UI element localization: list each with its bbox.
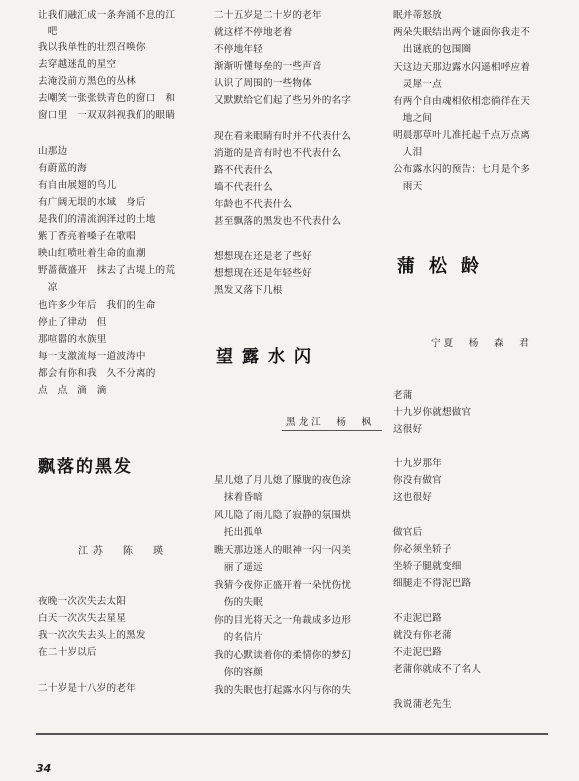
poem-line: 凉: [38, 282, 58, 293]
poem-line: 不走泥巴路: [393, 647, 442, 658]
poem-line: 丽了遥远: [214, 562, 263, 573]
poem-line: 公布露水闪的预告：七月是个多: [393, 164, 531, 175]
poem-line: 野蔷薇盛开 抹去了古堤上的荒: [38, 265, 176, 276]
poem-line: 不停地年轻: [214, 44, 263, 55]
poem-line: 每一支激流每一道波涛中: [38, 351, 146, 362]
poem-line: 明晨那草叶儿准托起千点万点离: [393, 130, 531, 141]
poem-line: 路不代表什么: [214, 165, 273, 176]
poem-line: 十九岁那年: [393, 458, 442, 469]
poem-line: 灵犀一点: [393, 79, 442, 90]
poem-line: 你没有做官: [393, 475, 442, 486]
poem-line: 这也很好: [393, 492, 433, 503]
poem-line: 十九岁你就想做官: [393, 407, 472, 418]
poem-line: 山那边: [38, 146, 68, 157]
poem-line: 老蒲: [393, 390, 413, 401]
poem-title: 蒲松龄: [397, 256, 493, 277]
poem-line: 人泪: [393, 147, 423, 158]
poem-line: 老蒲你就成不了名人: [393, 664, 482, 675]
poem-line: 去淹没前方黑色的丛林: [38, 76, 136, 87]
byline-underline: [282, 430, 382, 431]
poem-line: 紫丁香亮着嗓子在歌唱: [38, 231, 136, 242]
poem-line: 星儿熄了月儿熄了朦胧的夜色涂: [214, 475, 352, 486]
poem-line: 消逝的是音有时也不代表什么: [214, 148, 342, 159]
poem-line: 认识了周围的一些物体: [214, 78, 312, 89]
poem-line: 细腿走不得泥巴路: [393, 578, 472, 589]
poem-title: 飘落的黑发: [38, 457, 133, 477]
poem-line: 我猜今夜你正盛开着一朵忧伤忧: [214, 580, 352, 591]
poem-line: 不走泥巴路: [393, 613, 442, 624]
poem-line: 白天一次次失去星星: [38, 613, 127, 624]
poem-line: 二十五岁是二十岁的老年: [214, 10, 322, 21]
poem-line: 我说蒲老先生: [393, 699, 452, 710]
poem-byline: 黑龙江 杨 枫: [286, 417, 375, 428]
poem-line: 去嘲笑一张张铁青色的窗口 和: [38, 93, 176, 104]
poem-line: 天这边天那边露水闪遥相呼应着: [393, 62, 531, 73]
poem-line: 有蔚蓝的海: [38, 163, 87, 174]
poem-line: 想想现在还是老了些好: [214, 251, 312, 262]
poem-line: 是我们的清流润泽过的土地: [38, 214, 156, 225]
poem-line: 停止了律动 但: [38, 317, 107, 328]
poem-line: 有自由展翅的鸟儿: [38, 180, 117, 191]
footer-rule: [36, 733, 548, 735]
poem-line: 二十岁是十八岁的老年: [38, 683, 136, 694]
poem-title: 望露水闪: [216, 347, 320, 367]
poem-line: 伤的失眠: [214, 597, 263, 608]
poem-line: 你的容颜: [214, 667, 263, 678]
poem-line: 现在看来眼睛有时并不代表什么: [214, 131, 352, 142]
poem-line: 我的失眠也打起露水闪与你的失: [214, 685, 352, 696]
poem-line: 雨天: [393, 181, 423, 192]
poem-line: 的名信片: [214, 632, 263, 643]
poem-line: 坐轿子腿就变细: [393, 561, 462, 572]
poem-line: 你的目光将天之一角裁成多边形: [214, 615, 352, 626]
poem-line: 想想现在还是年轻些好: [214, 268, 312, 279]
poem-line: 做官后: [393, 527, 423, 538]
poem-line: 点 点 滴 滴: [38, 385, 107, 396]
poem-line: 风儿隐了雨儿隐了寂静的氛围烘: [214, 510, 352, 521]
poem-line: 眠并蒂怒放: [393, 10, 442, 21]
poem-line: 我以我单性的壮烈召唤你: [38, 42, 146, 53]
poem-line: 映山红喷吐着生命的血潮: [38, 248, 146, 259]
poem-line: 在二十岁以后: [38, 647, 97, 658]
poem-line: 让我们融汇成一条奔涌不息的江: [38, 10, 176, 21]
poem-line: 也许多少年后 我们的生命: [38, 300, 156, 311]
poem-line: 地之间: [393, 113, 433, 124]
poem-line: 那喧嚣的水族里: [38, 334, 107, 345]
poem-line: 有广阔无垠的水域 身后: [38, 197, 146, 208]
poem-line: 抹着昏暗: [214, 492, 263, 503]
poem-line: 夜晚一次次失去太阳: [38, 596, 127, 607]
poem-line: 托出孤单: [214, 527, 263, 538]
poem-line: 黑发又落下几根: [214, 285, 283, 296]
poem-line: 又默默给它们起了些另外的名字: [214, 95, 352, 106]
poem-line: 年龄也不代表什么: [214, 199, 293, 210]
poem-line: 有两个自由魂相依相恋徜徉在天: [393, 96, 531, 107]
poem-line: 瞧天那边迷人的眼神一闪一闪美: [214, 545, 352, 556]
poem-line: 渐渐听懂每垒的一些声音: [214, 61, 322, 72]
poem-line: 墙不代表什么: [214, 182, 273, 193]
poem-line: 这很好: [393, 424, 423, 435]
poem-line: 去穿越迷乱的星空: [38, 59, 117, 70]
poem-line: 我一次次失去头上的黑发: [38, 630, 146, 641]
poem-line: 你必须坐轿子: [393, 544, 452, 555]
poem-line: 就这样不停地老着: [214, 27, 293, 38]
poem-line: 出谜底的包围圈: [393, 44, 472, 55]
poem-line: 窗口里 一双双斜视我们的眼睛: [38, 110, 176, 121]
poem-line: 两朵失眠结出两个谜面你我走不: [393, 27, 531, 38]
poem-byline: 宁夏 杨 森 君: [431, 338, 532, 349]
poem-line: 都会有你和我 久不分离的: [38, 368, 156, 379]
poem-line: 甚至飘落的黑发也不代表什么: [214, 216, 342, 227]
poem-line: 吧: [38, 26, 58, 37]
poem-line: 就没有你老蒲: [393, 630, 452, 641]
page-number: 34: [36, 762, 52, 775]
poem-line: 我的心默读着你的柔情你的梦幻: [214, 650, 352, 661]
poem-byline: 江苏 陈 瑛: [78, 546, 168, 557]
